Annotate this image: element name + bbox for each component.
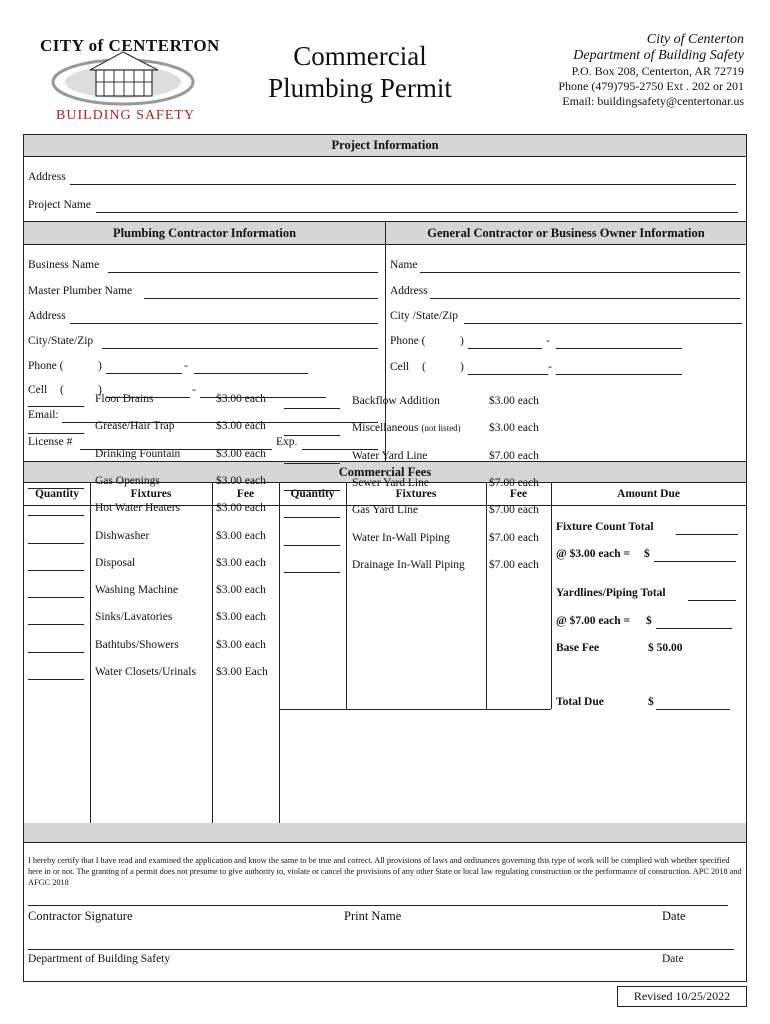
logo-text-bottom: BUILDING SAFETY [56,108,196,123]
left-fee-label: $3.00 each [216,474,266,487]
gc-cell-prefix-field[interactable] [468,374,548,375]
plumber-phone-line-field[interactable] [194,373,308,374]
left-quantity-field[interactable] [28,406,84,407]
left-fixture-label: Gas Openings [95,474,160,487]
right-fee-label: $7.00 each [489,531,539,544]
right-fee-label: $3.00 each [489,422,539,435]
form-title-line1: Commercial [293,41,427,71]
agency-city: City of Centerton [646,32,744,47]
col-rule-5 [486,483,487,709]
left-fee-label: $3.00 each [216,447,266,460]
base-fee-value: $ 50.00 [648,642,683,654]
gc-address-label: Address [390,285,428,297]
gc-name-label: Name [390,259,418,271]
right-fixture-label [352,504,418,516]
plumber-cell-label: Cell [28,384,48,396]
signature-line[interactable] [28,905,728,906]
left-fixture-label: Grease/Hair Trap [95,420,175,433]
master-plumber-field[interactable] [144,298,378,299]
license-label: License # [28,436,73,448]
base-fee-label: Base Fee [556,642,600,654]
col-header-fixtures-2: Fixtures [395,488,437,500]
right-fee-label: $7.00 each [489,476,539,489]
right-fixture-label [352,559,465,571]
left-fee-label: $3.00 each [216,529,266,542]
permit-form [23,134,747,982]
right-fee-label: $7.00 each [489,558,539,571]
plumber-phone-prefix-field[interactable] [106,373,182,374]
left-fee-label: $3.00 each [216,502,266,515]
business-name-field[interactable] [108,272,378,273]
plumbing-contractor-heading: Plumbing Contractor Information [24,221,385,245]
left-quantity-field[interactable] [28,488,84,489]
dept-label: Department of Building Safety [28,953,171,965]
at-7-amount-field[interactable] [656,628,732,629]
col-rule-4 [346,483,347,709]
right-fixture-name: Miscellaneous [352,422,419,435]
left-quantity-field[interactable] [28,679,84,680]
right-quantity-field[interactable] [284,490,340,491]
plumber-city-field[interactable] [102,348,378,349]
col-header-fee-2: Fee [509,488,528,500]
right-quantity-field[interactable] [284,463,340,464]
plumber-phone-paren: ) [98,360,102,372]
gc-phone-prefix-field[interactable] [468,348,542,349]
col-header-quantity: Quantity [34,488,80,500]
plumber-phone-dash: - [184,360,188,372]
gc-cell-label: Cell [390,361,410,373]
at-3-label: @ $3.00 each = [556,548,631,560]
right-fee-label: $7.00 each [489,449,539,462]
left-fixture-label: Washing Machine [95,584,179,597]
left-fee-label: $3.00 each [216,420,266,433]
left-fixture-label: Sinks/Lavatories [95,611,173,624]
col-header-fixtures: Fixtures [130,488,172,500]
left-fee-label: $3.00 each [216,393,266,405]
left-fixture-label: Drinking Fountain [95,447,181,460]
certification-bar [24,823,746,843]
right-fee-label: $7.00 each [489,504,539,517]
form-title [250,40,470,104]
dept-signature-line[interactable] [28,949,734,950]
plumber-address-label: Address [28,310,66,322]
col-rule-3 [279,483,280,823]
at-3-currency: $ [644,548,650,560]
left-quantity-field[interactable] [28,570,84,571]
exp-label: Exp. [276,436,298,448]
agency-block [444,32,744,109]
gc-address-field[interactable] [430,298,740,299]
left-fixture-label: Bathtubs/Showers [95,638,179,651]
business-name-label: Business Name [28,259,100,271]
left-quantity-field[interactable] [28,433,84,434]
commercial-fees-heading: Commercial Fees [24,461,746,483]
left-fee-label: $3.00 each [216,611,266,624]
right-fixture-name: Water Yard Line [352,449,428,462]
left-fee-label: $3.00 each [216,556,266,569]
gc-phone-label: Phone ( [390,335,426,347]
right-fixture-label [352,477,429,489]
gc-phone-line-field[interactable] [556,348,682,349]
plumber-cell-paren: ) [98,384,102,396]
left-fixture-label: Hot Water Heaters [95,502,181,515]
right-fixture-name: Backflow Addition [352,395,440,407]
left-quantity-field[interactable] [28,624,84,625]
gc-city-field[interactable] [464,323,742,324]
plumber-cell-open: ( [60,384,64,396]
right-fixture-label [352,450,427,462]
at-7-label: @ $7.00 each = [556,615,631,627]
dept-date-label: Date [662,953,684,965]
left-fixture-label: Dishwasher [95,529,150,542]
plumber-cell-dash: - [192,384,196,396]
agency-phone: Phone (479)795-2750 Ext . 202 or 201 [558,79,744,93]
gc-city-label: City /State/Zip [390,310,459,322]
plumber-phone-label: Phone ( [28,360,64,372]
right-fixture-note: (not listed) [421,423,461,434]
gc-cell-line-field[interactable] [556,374,682,375]
date-label: Date [662,909,686,923]
right-quantity-field[interactable] [284,572,340,573]
left-fixture-label: Disposal [95,556,136,569]
col-header-quantity-2: Quantity [290,488,335,500]
total-due-label: Total Due [556,696,604,708]
project-name-field[interactable] [96,212,738,213]
gc-name-field[interactable] [420,272,740,273]
at-3-amount-field[interactable] [654,561,736,562]
left-quantity-field[interactable] [28,461,84,462]
right-fee-label: $3.00 each [489,395,539,407]
at-7-currency: $ [646,615,652,627]
project-info-heading: Project Information [24,135,746,157]
right-quantity-field[interactable] [284,435,340,436]
plumber-email-label: Email: [28,409,59,421]
general-contractor-heading: General Contractor or Business Owner Information [385,221,746,245]
revised-date: Revised 10/25/2022 [617,986,747,1007]
total-due-field[interactable] [656,709,730,710]
right-quantity-field[interactable] [284,545,340,546]
agency-email: Email: buildingsafety@centertonar.us [562,94,744,108]
left-fee-label: $3.00 Each [216,666,268,678]
left-fee-label: $3.00 each [216,638,266,651]
form-title-line2: Plumbing Permit [268,73,452,103]
contractor-signature-label: Contractor Signature [28,909,133,923]
right-fixture-name: Drainage In-Wall Piping [352,558,465,571]
total-due-currency: $ [648,696,654,708]
yardlines-total-field[interactable] [688,600,736,601]
print-name-label: Print Name [344,909,402,923]
agency-dept: Department of Building Safety [573,48,744,63]
agency-address: P.O. Box 208, Centerton, AR 72719 [571,64,744,78]
gc-cell-dash: - [548,361,552,373]
left-quantity-field[interactable] [28,543,84,544]
fixture-count-total-label: Fixture Count Total [556,521,654,533]
right-fixture-label [352,532,450,544]
right-fixture-label [352,422,461,434]
right-fixture-name: Sewer Yard Line [352,476,429,489]
col-rule-1 [90,483,91,823]
project-address-label: Address [28,171,66,183]
gc-cell-open: ( [422,361,426,373]
right-quantity-field[interactable] [284,408,340,409]
left-quantity-field[interactable] [28,597,84,598]
left-fixture-label: Floor Drains [95,393,154,405]
right-quantity-field[interactable] [284,517,340,518]
right-fixture-name: Gas Yard Line [352,504,419,517]
master-plumber-label: Master Plumber Name [28,285,133,297]
col-header-amount-due: Amount Due [617,488,680,500]
right-fixture-name: Water In-Wall Piping [352,531,450,544]
left-fee-label: $3.00 each [216,584,266,597]
plumber-address-field[interactable] [70,323,378,324]
col-rule-6 [551,483,552,709]
city-logo [34,30,220,128]
fixture-count-total-field[interactable] [676,534,738,535]
project-address-field[interactable] [70,184,736,185]
col-header-fee: Fee [236,488,255,500]
right-fixture-label [352,395,440,407]
col-rule-2 [212,483,213,823]
gc-cell-paren: ) [460,361,464,373]
certification-text: I hereby certify that I have read and examined the application and know the same to be true and correct. All provisions of laws and ordinances governing this type of work will be complied with whether specified here in or not. The granting of a permit does not presume to give authority to, violate or cancel the provisions of any other State or local law regulating construction or the performance of construction. APC 2018 and AFGC 2018 [28,856,742,887]
plumber-city-label: City/State/Zip [28,335,94,347]
right-table-bottom-rule [279,709,551,710]
gc-phone-paren: ) [460,335,464,347]
gc-phone-dash: - [546,335,550,347]
yardlines-total-label: Yardlines/Piping Total [556,587,666,599]
left-fixture-label: Water Closets/Urinals [95,666,196,678]
logo-text-top: CITY of CENTERTON [40,36,220,55]
project-name-label: Project Name [28,199,91,211]
left-quantity-field[interactable] [28,515,84,516]
left-quantity-field[interactable] [28,652,84,653]
